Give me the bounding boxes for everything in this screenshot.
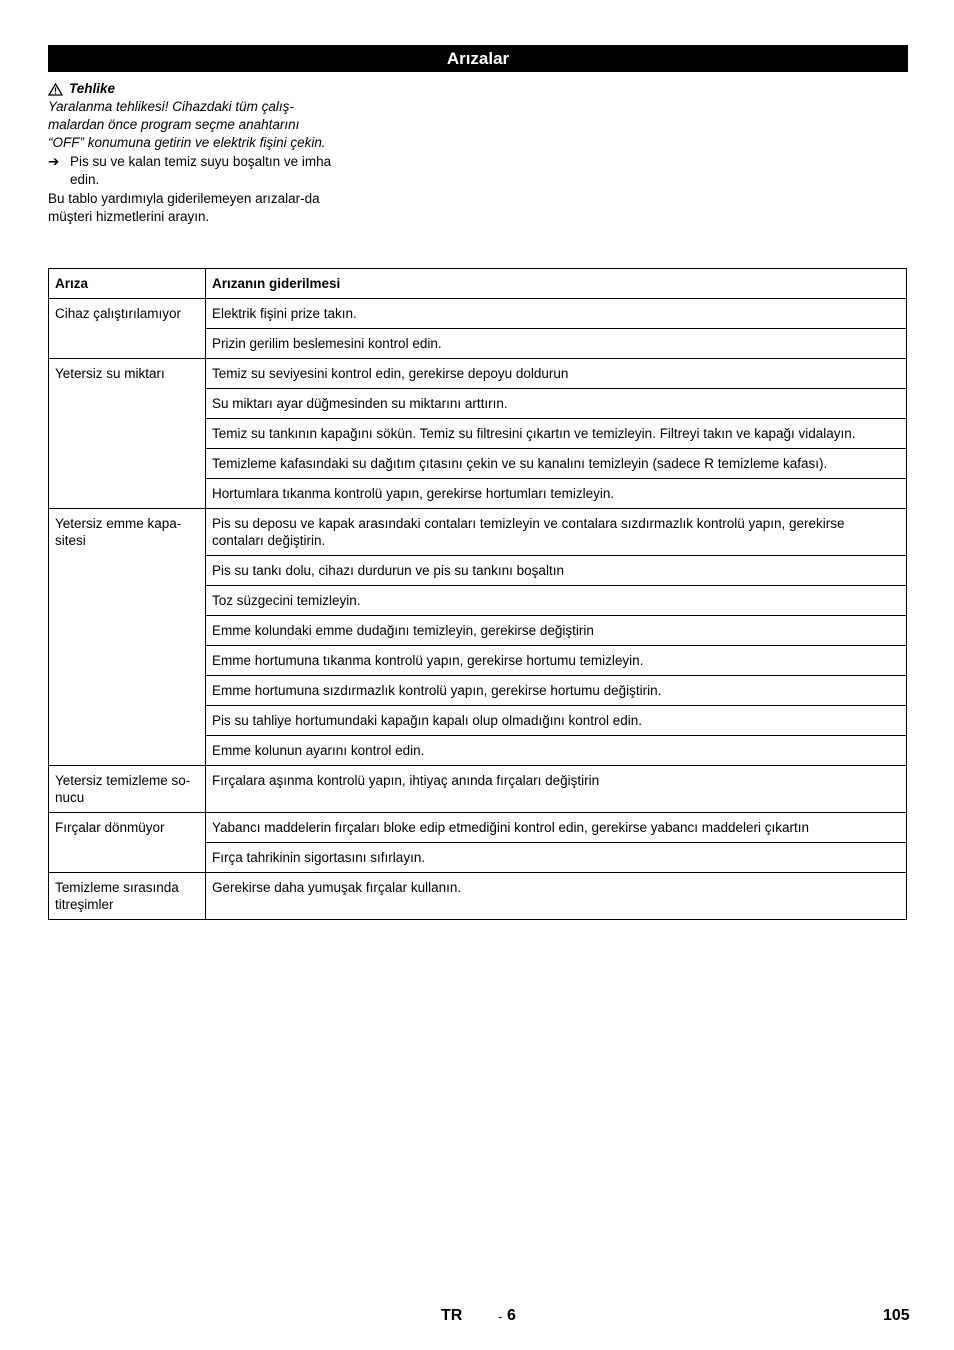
fault-cell: Temizleme sırasında titreşimler xyxy=(49,873,206,920)
fault-table xyxy=(48,268,907,920)
warning-block xyxy=(48,80,333,226)
table-header-row xyxy=(49,269,907,299)
warning-heading xyxy=(48,80,333,98)
remedy-cell: Emme kolunun ayarını kontrol edin. xyxy=(206,736,907,766)
header-remedy: Arızanın giderilmesi xyxy=(206,269,907,299)
table-row xyxy=(49,873,907,920)
remedy-cell: Su miktarı ayar düğmesinden su miktarını arttırın. xyxy=(206,389,907,419)
footer-language: TR xyxy=(441,1307,463,1324)
fault-cell: Cihaz çalıştırılamıyor xyxy=(49,299,206,359)
footer-dash: - xyxy=(498,1309,503,1324)
fault-table-body xyxy=(49,299,907,920)
remedy-cell: Fırça tahrikinin sigortasını sıfırlayın. xyxy=(206,843,907,873)
remedy-cell: Prizin gerilim beslemesini kontrol edin. xyxy=(206,329,907,359)
remedy-cell: Emme hortumuna sızdırmazlık kontrolü yapın, gerekirse hortumu değiştirin. xyxy=(206,676,907,706)
remedy-cell: Emme hortumuna tıkanma kontrolü yapın, gerekirse hortumu temizleyin. xyxy=(206,646,907,676)
warning-heading-text: Tehlike xyxy=(69,81,116,96)
remedy-cell: Yabancı maddelerin fırçaları bloke edip etmediğini kontrol edin, gerekirse yabancı maddeleri çıkartın xyxy=(206,813,907,843)
remedy-cell: Pis su tankı dolu, cihazı durdurun ve pis su tankını boşaltın xyxy=(206,556,907,586)
remedy-cell: Fırçalara aşınma kontrolü yapın, ihtiyaç anında fırçaları değiştirin xyxy=(206,766,907,813)
warning-triangle-icon xyxy=(48,83,63,96)
fault-cell: Fırçalar dönmüyor xyxy=(49,813,206,873)
action-step xyxy=(48,153,333,189)
action-step-text: Pis su ve kalan temiz suyu boşaltın ve imha edin. xyxy=(70,154,332,187)
warning-text: Yaralanma tehlikesi! Cihazdaki tüm çalış-malardan önce program seçme anahtarını “OFF” konumuna getirin ve elektrik fişini çekin. xyxy=(48,99,326,150)
table-row xyxy=(49,299,907,329)
remedy-cell: Toz süzgecini temizleyin. xyxy=(206,586,907,616)
service-note: Bu tablo yardımıyla giderilemeyen arızalar-da müşteri hizmetlerini arayın. xyxy=(48,191,320,224)
remedy-cell: Temiz su tankının kapağını sökün. Temiz su filtresini çıkartın ve temizleyin. Filtreyi takın ve kapağı vidalayın. xyxy=(206,419,907,449)
remedy-cell: Gerekirse daha yumuşak fırçalar kullanın. xyxy=(206,873,907,920)
fault-cell: Yetersiz su miktarı xyxy=(49,359,206,509)
section-title-text: Arızalar xyxy=(446,48,510,68)
remedy-cell: Pis su deposu ve kapak arasındaki contaları temizleyin ve contalara sızdırmazlık kontrolü yapın, gerekirse contaları değiştirin. xyxy=(206,509,907,556)
table-row xyxy=(49,766,907,813)
fault-cell: Yetersiz temizleme so-nucu xyxy=(49,766,206,813)
remedy-cell: Emme kolundaki emme dudağını temizleyin, gerekirse değiştirin xyxy=(206,616,907,646)
page-number: 105 xyxy=(883,1307,910,1324)
table-row xyxy=(49,509,907,556)
table-row xyxy=(49,813,907,843)
footer-section: 6 xyxy=(507,1307,516,1324)
fault-cell: Yetersiz emme kapa-sitesi xyxy=(49,509,206,766)
arrow-right-icon: ➔ xyxy=(48,154,60,169)
remedy-cell: Hortumlara tıkanma kontrolü yapın, gerekirse hortumları temizleyin. xyxy=(206,479,907,509)
section-title xyxy=(48,45,908,72)
remedy-cell: Pis su tahliye hortumundaki kapağın kapalı olup olmadığını kontrol edin. xyxy=(206,706,907,736)
header-fault: Arıza xyxy=(49,269,206,299)
table-row xyxy=(49,359,907,389)
remedy-cell: Temiz su seviyesini kontrol edin, gerekirse depoyu doldurun xyxy=(206,359,907,389)
remedy-cell: Elektrik fişini prize takın. xyxy=(206,299,907,329)
remedy-cell: Temizleme kafasındaki su dağıtım çıtasını çekin ve su kanalını temizleyin (sadece R temizleme kafası). xyxy=(206,449,907,479)
